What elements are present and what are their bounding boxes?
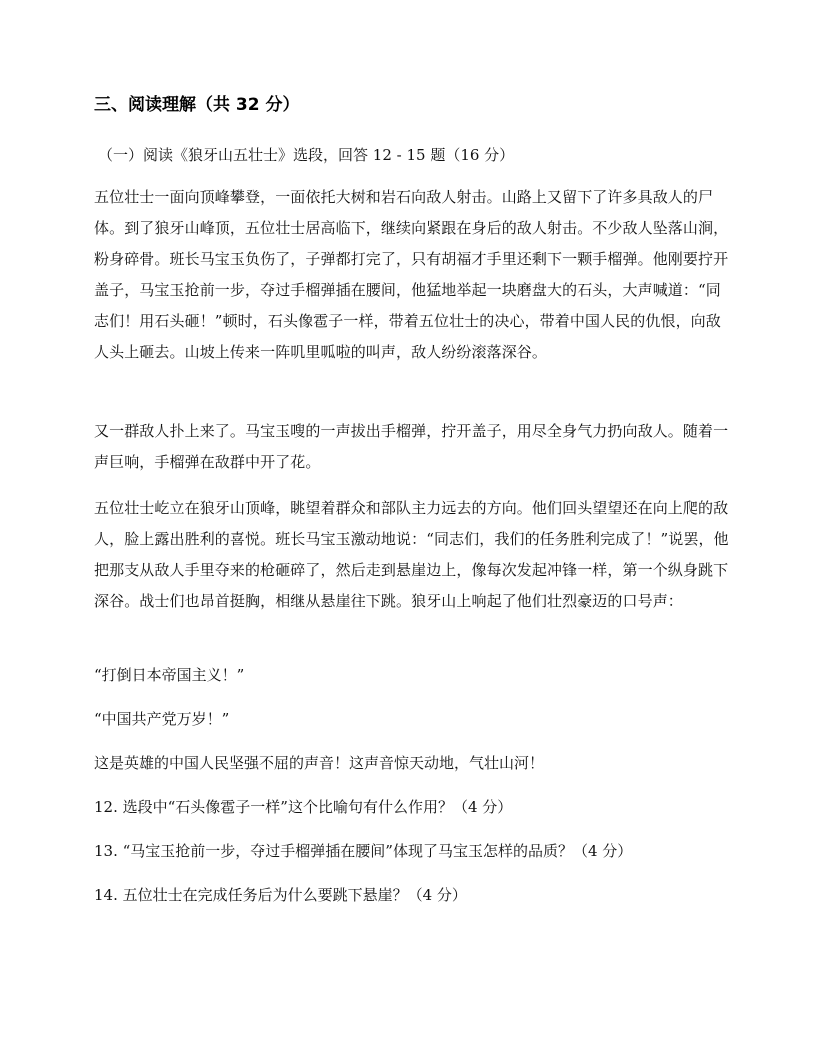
slogan-2: “中国共产党万岁！” [94, 710, 230, 728]
slogan-1: “打倒日本帝国主义！” [94, 666, 245, 684]
passage-paragraph-1: 五位壮士一面向顶峰攀登，一面依托大树和岩石向敌人射击。山路上又留下了许多具敌人的尸体。到了狼牙山峰顶，五位壮士居高临下，继续向紧跟在身后的敌人射击。不少敌人坠落山涧，粉身碎骨。班长马宝玉负伤了，子弹都打完了，只有胡福才手里还剩下一颗手榴弹。他刚要拧开盖子，马宝玉抢前一步，夺过手榴弹插在腰间，他猛地举起一块磨盘大的石头，大声喊道：“同志们！用石头砸！”顿时，石头像雹子一样，带着五位壮士的决心，带着中国人民的仇恨，向敌人头上砸去。山坡上传来一阵叽里呱啦的叫声，敌人纷纷滚落深谷。 [94, 188, 729, 361]
reading-instruction: （一）阅读《狼牙山五壮士》选段，回答 12 - 15 题（16 分） [98, 146, 515, 164]
question-13: 13. “马宝玉抢前一步，夺过手榴弹插在腰间”体现了马宝玉怎样的品质？（4 分） [94, 842, 633, 860]
passage-conclusion: 这是英雄的中国人民坚强不屈的声音！这声音惊天动地，气壮山河！ [94, 754, 545, 772]
section-title: 三、阅读理解（共 32 分） [94, 95, 300, 115]
question-14: 14. 五位壮士在完成任务后为什么要跳下悬崖？（4 分） [94, 886, 467, 904]
question-12: 12. 选段中“石头像雹子一样”这个比喻句有什么作用？（4 分） [94, 798, 513, 816]
passage-paragraph-2: 又一群敌人扑上来了。马宝玉嗖的一声拔出手榴弹，拧开盖子，用尽全身气力扔向敌人。随着一声巨响，手榴弹在敌群中开了花。 [94, 422, 729, 471]
passage-paragraph-3: 五位壮士屹立在狼牙山顶峰，眺望着群众和部队主力远去的方向。他们回头望望还在向上爬的敌人，脸上露出胜利的喜悦。班长马宝玉激动地说：“同志们，我们的任务胜利完成了！”说罢，他把那支从敌人手里夺来的枪砸碎了，然后走到悬崖边上，像每次发起冲锋一样，第一个纵身跳下深谷。战士们也昂首挺胸，相继从悬崖往下跳。狼牙山上响起了他们壮烈豪迈的口号声： [94, 499, 729, 610]
